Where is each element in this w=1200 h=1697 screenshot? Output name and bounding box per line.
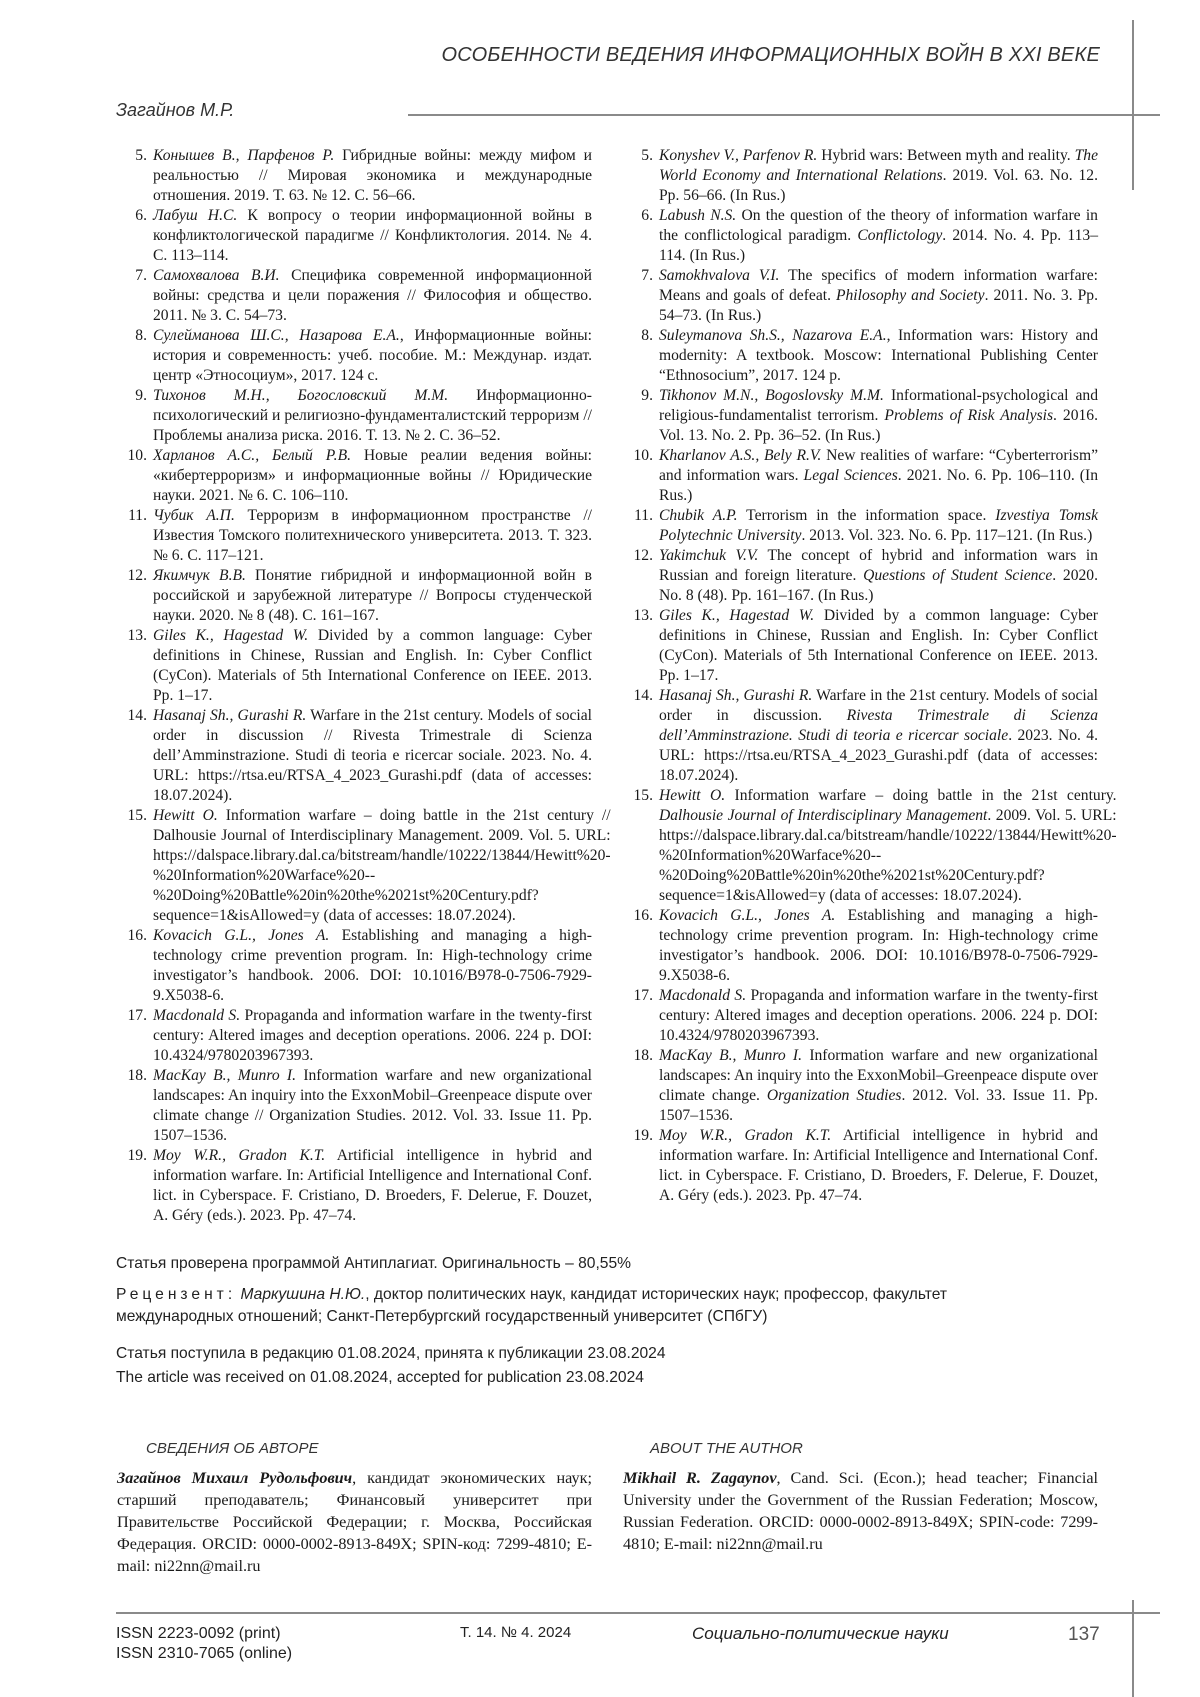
reference-authors: Конышев В., Парфенов Р. (153, 147, 335, 164)
author-heading-ru: СВЕДЕНИЯ ОБ АВТОРЕ (146, 1440, 319, 1457)
references-ru (117, 146, 611, 1226)
reference-text (659, 786, 1117, 906)
reference-body: Информационно-психологический и религиозно-фундаменталистский терроризм // Проблемы анализа риска. 2016. Т. 13. № 2. С. 36–52. (153, 387, 592, 444)
reference-item (117, 266, 592, 326)
reference-item (117, 146, 592, 206)
author-text-en: , Cand. Sci. (Econ.); head teacher; Financial University under the Government of the Russian Federation; Moscow, Russian Federation. ORCID: 0000-0002-8913-849X; SPIN-code: 7299-4810; E-mail: ni22nn@mail.ru (623, 1469, 1099, 1553)
journal-name: Социально-политические науки (692, 1624, 949, 1643)
reference-authors: Hewitt O. (153, 807, 218, 824)
running-author: Загайнов М.Р. (116, 100, 235, 120)
reference-body: Information warfare and new organizational landscapes: An inquiry into the ExxonMobil–Greenpeace dispute over climate change // Organization Studies. 2012. Vol. 33. Issue 11. Pp. 1507–1536. (153, 1067, 592, 1144)
reference-number: 11. (634, 507, 653, 524)
header-vertical-rule (1132, 20, 1134, 190)
reference-body: Information warfare – doing battle in the 21st century. (725, 787, 1117, 804)
reference-journal: Questions of Student Science (863, 567, 1053, 584)
reference-journal: Izvestiya Tomsk Polytechnic University (659, 507, 1099, 544)
reference-authors: Macdonald S. (659, 987, 747, 1004)
reference-authors: Konyshev V., Parfenov R. (659, 147, 818, 164)
reference-number: 9. (641, 387, 653, 404)
reference-body: Гибридные войны: между мифом и реальностью // Мировая экономика и международные отношения. 2019. Т. 63. № 12. С. 56–66. (153, 147, 592, 204)
reference-number: 6. (641, 207, 653, 224)
reference-text (153, 386, 592, 446)
reference-item (623, 206, 1098, 266)
reference-details: . 2009. Vol. 5. URL: https://dalspace.library.dal.ca/bitstream/handle/10222/13844/Hewitt%20-%20Information%20Warface%20--%20Doing%20Battle%20in%20the%2021st%20Century.pdf?sequence=1&isAllowed=y (data of accesses: 18.07.2024). (659, 807, 1117, 904)
author-name-ru: Загайнов Михаил Рудольфович (117, 1469, 353, 1487)
reference-text (153, 626, 592, 706)
reference-authors: Kovacich G.L., Jones A. (153, 927, 330, 944)
reference-text (153, 1006, 592, 1066)
reference-body: Warfare in the 21st century. Models of social order in discussion. (659, 687, 1099, 724)
issn-block (116, 1624, 292, 1664)
reference-text (659, 606, 1098, 686)
reference-body: Divided by a common language: Cyber definitions in Chinese, Russian and English. In: Cyber Conflict (CyCon). Materials of 5th International Conference on IEEE. 2013. Pp. 1–17. (153, 627, 592, 704)
reference-number: 15. (127, 807, 147, 824)
reference-text (659, 326, 1098, 386)
reference-body: Hybrid wars: Between myth and reality. (817, 147, 1075, 164)
footer-vertical-rule (1132, 1600, 1134, 1697)
reference-body: Establishing and managing a high-technology crime prevention program. In: High-technology crime investigator’s handbook. 2006. DOI: 10.1016/B978-0-7506-7929-9.X5038-6. (153, 927, 593, 1004)
reference-body: New realities of warfare: “Cyberterrorism” and information wars. (659, 447, 1098, 484)
reference-body: Warfare in the 21st century. Models of social order in discussion // Rivesta Trimestrale di Scienza dell’Amminstrazione. Studi di teoria e ricercar sociale. 2023. No. 4. URL: https://rtsa.eu/RTSA_4_2023_Gurashi.pdf (data of accesses: 18.07.2024). (153, 707, 593, 804)
reference-authors: Якимчук В.В. (153, 567, 246, 584)
reference-body: The specifics of modern information warfare: Means and goals of defeat. (659, 267, 1098, 304)
reference-item (117, 926, 592, 1006)
reference-journal: Organization Studies (766, 1087, 902, 1104)
reference-authors: Hasanaj Sh., Gurashi R. (659, 687, 813, 704)
footer-rule (116, 1612, 1160, 1614)
header-rule (408, 114, 1160, 116)
reference-number: 7. (135, 267, 147, 284)
reference-authors: Kovacich G.L., Jones A. (659, 907, 836, 924)
reference-number: 5. (641, 147, 653, 164)
reference-item (623, 686, 1098, 786)
reference-authors: Лабуш Н.С. (153, 207, 238, 224)
reference-number: 18. (127, 1067, 147, 1084)
reference-item (623, 986, 1098, 1046)
issn-online: ISSN 2310-7065 (online) (116, 1645, 293, 1662)
reference-body: , Информационные войны: история и современность: учеб. пособие. М.: Междунар. издат. центр «Этносоциум», 2017. 124 с. (153, 327, 592, 384)
reference-body: Informational-psychological and religious-fundamentalist terrorism. (659, 387, 1098, 424)
reference-journal: Legal Sciences (803, 467, 898, 484)
reference-item (117, 386, 592, 446)
reference-authors: Moy W.R., Gradon K.T. (659, 1127, 832, 1144)
reference-authors: Hasanaj Sh., Gurashi R. (153, 707, 307, 724)
reference-body: On the question of the theory of information warfare in the conflictological paradigm. (659, 207, 1098, 244)
reference-item (623, 506, 1098, 546)
reference-details: . 2021. No. 6. Pp. 106–110. (In Rus.) (659, 467, 1098, 504)
reference-item (623, 266, 1098, 326)
author-heading-en: ABOUT THE AUTHOR (650, 1440, 803, 1457)
reference-authors: Сулейманова Ш.С., Назарова Е.А. (153, 327, 400, 344)
references-en (623, 146, 1117, 1206)
reference-item (623, 1046, 1098, 1126)
reference-body: Information warfare – doing battle in the 21st century // Dalhousie Journal of Interdisciplinary Management. 2009. Vol. 5. URL: https://dalspace.library.dal.ca/bitstream/handle/10222/13844/Hewitt%20-%20Information%20Warface%20--%20Doing%20Battle%20in%20the%2021st%20Century.pdf?sequence=1&isAllowed=y (data of accesses: 18.07.2024). (153, 807, 611, 924)
reference-text (659, 386, 1098, 446)
reference-authors: Самохвалова В.И. (153, 267, 280, 284)
reference-authors: Labush N.S. (659, 207, 737, 224)
running-title: ОСОБЕННОСТИ ВЕДЕНИЯ ИНФОРМАЦИОННЫХ ВОЙН В XXI ВЕКЕ (441, 44, 1100, 66)
author-name-en: Mikhail R. Zagaynov (623, 1469, 777, 1487)
reference-item (623, 1126, 1098, 1206)
reference-authors: Hewitt O. (659, 787, 726, 804)
reference-text (153, 806, 611, 926)
reference-item (623, 146, 1098, 206)
reference-authors: MacKay B., Munro I. (659, 1047, 803, 1064)
reference-authors: Чубик А.П. (153, 507, 235, 524)
reference-number: 16. (127, 927, 147, 944)
reference-journal: Dalhousie Journal of Interdisciplinary Management (659, 807, 988, 824)
reference-item (623, 386, 1098, 446)
reference-text (659, 986, 1098, 1046)
reference-authors: Kharlanov A.S., Bely R.V. (659, 447, 822, 464)
reference-body: Information warfare and new organizational landscapes: An inquiry into the ExxonMobil–Greenpeace dispute over climate change. (659, 1047, 1098, 1104)
reference-number: 8. (135, 327, 147, 344)
reference-number: 19. (633, 1127, 653, 1144)
reference-item (623, 546, 1098, 606)
issn-print: ISSN 2223-0092 (print) (116, 1625, 281, 1642)
reference-details: . 2012. Vol. 33. Issue 11. Pp. 1507–1536. (659, 1087, 1098, 1124)
reference-details: . 2020. No. 8 (48). Pp. 161–167. (In Rus.) (659, 567, 1098, 604)
reference-body: Terrorism in the information space. (737, 507, 996, 524)
reviewer-label: Рецензент: (116, 1286, 237, 1303)
reference-body: К вопросу о теории информационной войны в конфликтологической парадигме // Конфликтология. 2014. № 4. С. 113–114. (153, 207, 593, 264)
reference-authors: Харланов А.С., Белый Р.В. (153, 447, 352, 464)
reference-text (153, 206, 592, 266)
reference-details: . 2013. Vol. 323. No. 6. Pp. 117–121. (In Rus.) (801, 527, 1093, 544)
received-ru: Статья поступила в редакцию 01.08.2024, принята к публикации 23.08.2024 (116, 1345, 666, 1362)
author-text-ru: , кандидат экономических наук; старший преподаватель; Финансовый университет при Правительстве Российской Федерации; г. Москва, Российская Федерация. ORCID: 0000-0002-8913-849X; SPIN-код: 7299-4810; E-mail: ni22nn@mail.ru (117, 1469, 592, 1575)
reference-text (659, 906, 1098, 986)
reference-item (117, 626, 592, 706)
reference-item (117, 506, 592, 566)
reference-text (153, 706, 592, 806)
author-bio-ru (117, 1467, 592, 1577)
reference-details: . 2016. Vol. 13. No. 2. Pp. 36–52. (In Rus.) (659, 407, 1098, 444)
reference-number: 14. (633, 687, 653, 704)
reference-authors: Chubik A.P. (659, 507, 738, 524)
reference-number: 15. (633, 787, 653, 804)
reference-number: 13. (127, 627, 147, 644)
volume-info: Т. 14. № 4. 2024 (460, 1624, 572, 1641)
author-bio-en (623, 1467, 1098, 1555)
reference-authors: Тихонов М.Н., Богословский М.М. (153, 387, 449, 404)
reference-authors: Macdonald S. (153, 1007, 241, 1024)
reference-text (153, 326, 592, 386)
reference-details: . 2023. No. 4. URL: https://rtsa.eu/RTSA_4_2023_Gurashi.pdf (data of accesses: 18.07.2024). (659, 727, 1098, 784)
reference-body: Propaganda and information warfare in the twenty-first century: Altered images and deception operations. 2006. 224 p. DOI: 10.4324/9780203967393. (153, 1007, 592, 1064)
reference-authors: Suleymanova Sh.S., Nazarova E.A. (659, 327, 887, 344)
reference-text (659, 506, 1098, 546)
reference-number: 12. (127, 567, 147, 584)
reference-item (117, 1066, 592, 1146)
reference-text (659, 1126, 1098, 1206)
reviewer-note (116, 1284, 1016, 1328)
reference-authors: Yakimchuk V.V. (659, 547, 759, 564)
reference-body: Специфика современной информационной войны: средства и цели поражения // Философия и общество. 2011. № 3. С. 54–73. (153, 267, 592, 324)
reference-journal: Rivesta Trimestrale di Scienza dell’Amminstrazione. Studi di teoria e ricercar sociale (659, 707, 1098, 744)
reference-body: Понятие гибридной и информационной войн в российской и зарубежной литературе // Вопросы студенческой науки. 2020. № 8 (48). С. 161–167. (153, 567, 593, 624)
reference-number: 12. (633, 547, 653, 564)
reference-text (659, 546, 1098, 606)
reference-item (117, 1006, 592, 1066)
reference-number: 19. (127, 1147, 147, 1164)
reference-body: Терроризм в информационном пространстве // Известия Томского политехнического университета. 2013. Т. 323. № 6. С. 117–121. (153, 507, 592, 564)
reference-authors: Giles K., Hagestad W. (153, 627, 309, 644)
reference-authors: Tikhonov M.N., Bogoslovsky M.M. (659, 387, 884, 404)
reference-number: 10. (127, 447, 147, 464)
reference-number: 11. (128, 507, 147, 524)
reference-text (153, 146, 592, 206)
reference-number: 17. (633, 987, 653, 1004)
reference-text (659, 446, 1098, 506)
reference-journal: Problems of Risk Analysis (884, 407, 1054, 424)
reference-number: 13. (633, 607, 653, 624)
reference-item (623, 606, 1098, 686)
reference-details: . 2011. No. 3. Pp. 54–73. (In Rus.) (659, 287, 1098, 324)
reference-text (153, 1066, 592, 1146)
reference-number: 16. (633, 907, 653, 924)
reviewer-name: Маркушина Н.Ю. (240, 1286, 366, 1303)
reference-body: Establishing and managing a high-technology crime prevention program. In: High-technology crime investigator’s handbook. 2006. DOI: 10.1016/B978-0-7506-7929-9.X5038-6. (659, 907, 1099, 984)
reference-item (117, 446, 592, 506)
reference-authors: Moy W.R., Gradon K.T. (153, 1147, 326, 1164)
reference-details: . 2014. No. 4. Pp. 113–114. (In Rus.) (659, 227, 1099, 264)
reference-item (117, 1146, 592, 1226)
reference-item (117, 806, 611, 926)
reference-body: The concept of hybrid and information wars in Russian and foreign literature. (659, 547, 1098, 584)
reference-body: Новые реалии ведения войны: «кибертерроризм» и информационные войны // Юридические науки. 2021. № 6. С. 106–110. (153, 447, 592, 504)
reference-item (623, 906, 1098, 986)
reference-text (659, 1046, 1098, 1126)
reference-text (659, 686, 1098, 786)
reference-text (659, 266, 1098, 326)
reference-journal: The World Economy and International Relations (659, 147, 1098, 184)
reference-details: . 2019. Vol. 63. No. 12. Pp. 56–66. (In Rus.) (659, 167, 1098, 204)
reference-text (659, 146, 1098, 206)
reference-text (153, 926, 592, 1006)
reference-number: 7. (641, 267, 653, 284)
reviewer-text: , доктор политических наук, кандидат исторических наук; профессор, факультет международных отношений; Санкт-Петербургский государственный университет (СПбГУ) (116, 1286, 948, 1325)
reference-item (117, 706, 592, 806)
antiplagiat-note: Статья проверена программой Антиплагиат. Оригинальность – 80,55% (116, 1255, 631, 1272)
reference-authors: Giles K., Hagestad W. (659, 607, 815, 624)
reference-authors: Samokhvalova V.I. (659, 267, 780, 284)
reference-text (153, 266, 592, 326)
reference-number: 14. (127, 707, 147, 724)
reference-item (117, 206, 592, 266)
reference-number: 5. (135, 147, 147, 164)
received-en: The article was received on 01.08.2024, accepted for publication 23.08.2024 (116, 1369, 644, 1386)
reference-body: Artificial intelligence in hybrid and information warfare. In: Artificial Intelligence and International Conf. lict. in Cyberspace. F. Cristiano, D. Broeders, F. Delerue, F. Douzet, A. Géry (eds.). 2023. Pp. 47–74. (153, 1147, 592, 1224)
reference-text (153, 506, 592, 566)
reference-text (153, 566, 592, 626)
reference-number: 10. (633, 447, 653, 464)
reference-text (659, 206, 1098, 266)
reference-item (117, 326, 592, 386)
reference-item (623, 786, 1117, 906)
reference-journal: Philosophy and Society (835, 287, 985, 304)
reference-body: Divided by a common language: Cyber definitions in Chinese, Russian and English. In: Cyber Conflict (CyCon). Materials of 5th International Conference on IEEE. 2013. Pp. 1–17. (659, 607, 1098, 684)
reference-number: 17. (127, 1007, 147, 1024)
reference-item (623, 326, 1098, 386)
reference-body: Propaganda and information warfare in the twenty-first century: Altered images and deception operations. 2006. 224 p. DOI: 10.4324/9780203967393. (659, 987, 1098, 1044)
reference-journal: Conflictology (857, 227, 943, 244)
reference-item (623, 446, 1098, 506)
reference-text (153, 446, 592, 506)
reference-text (153, 1146, 592, 1226)
reference-authors: MacKay B., Munro I. (153, 1067, 297, 1084)
page-number: 137 (1068, 1624, 1100, 1645)
reference-body: Artificial intelligence in hybrid and information warfare. In: Artificial Intelligence and International Conf. lict. in Cyberspace. F. Cristiano, D. Broeders, F. Delerue, F. Douzet, A. Géry (eds.). 2023. Pp. 47–74. (659, 1127, 1098, 1204)
reference-number: 9. (135, 387, 147, 404)
reference-number: 6. (135, 207, 147, 224)
reference-number: 8. (641, 327, 653, 344)
reference-number: 18. (633, 1047, 653, 1064)
reference-body: , Information wars: History and modernity: A textbook. Moscow: International Publishing Center “Ethnosocium”, 2017. 124 p. (659, 327, 1099, 384)
reference-item (117, 566, 592, 626)
